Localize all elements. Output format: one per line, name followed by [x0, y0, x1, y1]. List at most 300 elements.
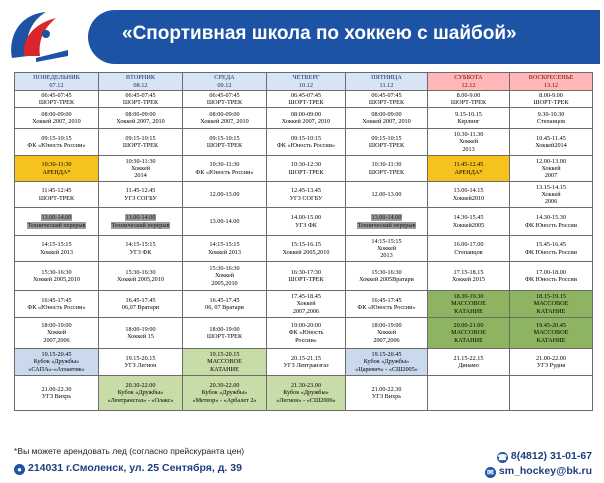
day-name: ПОНЕДЕЛЬНИК: [33, 74, 80, 82]
cell-line: 15:15-16.15: [290, 241, 322, 249]
schedule-cell: [99, 182, 183, 208]
day-header: [183, 73, 267, 91]
cell-line: 10:30-11:30: [371, 161, 402, 169]
cell-line: 8.00-9.00: [539, 91, 563, 99]
cell-line: 14.00-15.00: [291, 214, 321, 222]
schedule-cell: [267, 236, 346, 262]
cell-line: 12.00-13.00: [209, 190, 240, 198]
schedule-cell: [99, 291, 183, 318]
cell-line: Хоккей 2005,2010: [33, 276, 80, 283]
schedule-row: [15, 129, 593, 156]
schedule-cell: [428, 262, 510, 291]
cell-line: АРЕНДА*: [454, 168, 483, 176]
cell-line: Динамо: [458, 362, 479, 369]
cell-line: 14:15-15:15: [125, 241, 156, 249]
day-name: ВОСКРЕСЕНЬЕ: [528, 74, 574, 82]
schedule-cell: [183, 108, 267, 129]
cell-line: 06:45-07:45: [371, 91, 402, 99]
day-date: 07.12: [49, 81, 64, 89]
cell-line: Хоккей 2015: [451, 276, 485, 283]
cell-line: ШОРТ-ТРЕК: [288, 99, 324, 106]
cell-line: 20.30-22.00: [209, 382, 240, 390]
cell-line: УГЗ СОГБУ: [124, 194, 157, 202]
cell-line: Хоккей: [458, 138, 479, 146]
cell-line: 06:45-07:45: [125, 91, 156, 99]
cell-line: 2007,2006: [373, 336, 400, 344]
mail-icon: ✉: [485, 467, 496, 478]
cell-line: 20.30-22.00: [125, 382, 156, 390]
schedule-cell: [510, 182, 593, 208]
cell-line: Хоккей 2005Вратари: [359, 276, 414, 283]
schedule-cell: [510, 376, 593, 411]
cell-line: Степанцов: [536, 118, 566, 125]
cell-line: 19.45-20.45: [536, 322, 566, 330]
cell-line: 18:00-19:00: [371, 322, 402, 330]
schedule-cell: [15, 182, 99, 208]
cell-line: 16.45-17.45: [125, 296, 156, 304]
phone-icon: ☎: [497, 453, 508, 462]
cell-line: 06:45-07:45: [41, 91, 72, 99]
cell-line: Хоккей 2013: [39, 248, 73, 256]
cell-line: ФК «Юность России»: [357, 304, 416, 311]
cell-line: ШОРТ-ТРЕК: [368, 168, 405, 176]
cell-line: 21.00-22.30: [371, 385, 402, 393]
cell-line: Хоккей 2007, 2010: [32, 118, 81, 125]
schedule-cell: [428, 349, 510, 376]
cell-line: России»: [295, 336, 317, 344]
cell-line: 08:00-09:00: [41, 110, 72, 118]
schedule-cell: [510, 262, 593, 291]
cell-line: 21.15-22.15: [453, 354, 484, 362]
schedule-cell: [510, 129, 593, 156]
cell-line: МАССОВОЕ: [533, 329, 569, 337]
schedule-cell: [428, 182, 510, 208]
cell-line: УГЗ Рудня: [536, 362, 566, 369]
cell-line: 18:00-19:00: [41, 322, 72, 330]
schedule-cell: [15, 156, 99, 182]
cell-line: 06:45-07:45: [209, 91, 240, 99]
schedule-row: [15, 376, 593, 411]
cell-line: Хоккей 15: [127, 333, 154, 340]
cell-line: 10:30-11:30: [125, 157, 156, 165]
cell-line: Технический перерыв: [111, 221, 170, 229]
schedule-cell: [428, 129, 510, 156]
schedule-cell: [510, 236, 593, 262]
schedule-cell: [428, 91, 510, 108]
cell-line: ШОРТ-ТРЕК: [206, 142, 243, 149]
cell-line: Технический перерыв: [27, 221, 86, 229]
schedule-cell: [267, 318, 346, 349]
schedule-cell: [183, 182, 267, 208]
cell-line: АРЕНДА*: [42, 168, 71, 176]
address: [14, 462, 242, 475]
cell-line: Степанцов: [454, 248, 483, 256]
cell-line: 18:00-19:00: [125, 325, 156, 333]
schedule-cell: [346, 91, 428, 108]
day-name: СРЕДА: [214, 74, 235, 82]
cell-line: 10:30-11:30: [209, 161, 240, 169]
cell-line: Керлинг: [457, 118, 480, 125]
cell-line: ШОРТ-ТРЕК: [288, 276, 324, 283]
schedule-row: [15, 349, 593, 376]
schedule-cell: [267, 91, 346, 108]
cell-line: Хоккей: [376, 329, 397, 337]
page-title: «Спортивная школа по хоккею с шайбой»: [122, 23, 517, 44]
rental-note: *Вы можете арендовать лед (согласно прейскуранта цен): [14, 446, 245, 456]
schedule-cell: [510, 208, 593, 236]
cell-line: 06:45-07:45: [290, 91, 322, 99]
cell-line: 2013: [380, 252, 393, 260]
cell-line: УГЗ Вихрь: [371, 393, 402, 400]
cell-line: 14:15-15:15: [41, 241, 72, 249]
cell-line: 16:30-17:30: [290, 268, 322, 276]
cell-line: 10:30-12:30: [290, 161, 322, 169]
cell-line: 15:30-16:30: [371, 268, 402, 276]
cell-line: 06,07 Вратари: [121, 304, 160, 311]
cell-line: Хоккей 2007, 2010: [362, 118, 411, 125]
schedule-cell: [99, 156, 183, 182]
cell-line: 16.00-17.00: [453, 241, 484, 249]
location-pin-icon: ●: [14, 464, 25, 475]
cell-line: 08:00-09:00: [209, 110, 240, 118]
cell-line: 20.15-21.15: [291, 354, 321, 362]
cell-line: Хоккей 2007, 2010: [200, 118, 249, 125]
cell-line: 14:15-15:15: [209, 241, 240, 249]
cell-line: 19:00-20:00: [290, 322, 322, 330]
cell-line: 08:00-09:00: [125, 110, 156, 118]
schedule-cell: [510, 349, 593, 376]
cell-line: 16:45-17:45: [41, 296, 72, 304]
day-date: 11.12: [379, 81, 394, 89]
cell-line: 21.00-22.00: [536, 354, 566, 362]
cell-line: МАССОВОЕ: [451, 329, 486, 337]
cell-line: 11:45-12:45: [41, 187, 72, 195]
day-header: [346, 73, 428, 91]
schedule-cell: [15, 208, 99, 236]
cell-line: 19.15-20.45: [41, 351, 72, 359]
cell-line: 14.30-15.30: [536, 214, 566, 222]
cell-line: 2013: [462, 145, 475, 153]
cell-line: 16:45-17:45: [371, 296, 402, 304]
cell-line: Хоккей2010: [452, 194, 485, 202]
schedule-cell: [510, 91, 593, 108]
cell-line: КАТАНИЕ: [536, 336, 566, 344]
cell-line: МАССОВОЕ: [451, 300, 486, 308]
cell-line: 17.15-18.15: [453, 268, 484, 276]
schedule-cell: [267, 349, 346, 376]
cell-line: 18.30-19.30: [453, 293, 484, 301]
day-header: [267, 73, 346, 91]
schedule-cell: [183, 262, 267, 291]
cell-line: 14:15-15:15: [371, 237, 402, 245]
schedule-cell: [183, 208, 267, 236]
cell-line: 2005,2010: [211, 279, 238, 287]
cell-line: 13.00-14.00: [125, 214, 156, 222]
cell-line: ШОРТ-ТРЕК: [206, 333, 243, 340]
cell-line: УГЗ СОГБУ: [289, 194, 323, 202]
cell-line: 19.15-20.15: [125, 354, 156, 362]
cell-line: ФК «Юность России»: [27, 304, 86, 311]
phone-text: 8(4812) 31-01-67: [510, 450, 592, 462]
cell-line: Хоккей 2005,2010: [282, 248, 330, 256]
cell-line: 17.00-18.00: [536, 268, 566, 276]
day-name: ПЯТНИЦА: [371, 74, 402, 82]
schedule-cell: [99, 349, 183, 376]
cell-line: 10:30-11:30: [41, 161, 72, 169]
cell-line: «Метеор» - «Арбалет 2»: [192, 396, 257, 404]
schedule-cell: [267, 291, 346, 318]
schedule-cell: [99, 376, 183, 411]
schedule-cell: [99, 129, 183, 156]
cell-line: Хоккей 2007, 2010: [281, 118, 331, 125]
cell-line: Хоккей: [541, 190, 561, 198]
schedule-cell: [15, 291, 99, 318]
schedule-cell: [183, 236, 267, 262]
cell-line: ФК Юность России: [525, 221, 577, 229]
cell-line: Хоккей2014: [535, 142, 567, 149]
schedule-cell: [346, 129, 428, 156]
schedule-cell: [267, 262, 346, 291]
schedule-row: [15, 291, 593, 318]
schedule-cell: [346, 182, 428, 208]
schedule-cell: [15, 129, 99, 156]
email[interactable]: [485, 465, 592, 478]
cell-line: 14.30-15.45: [453, 214, 484, 222]
schedule-cell: [183, 129, 267, 156]
schedule-cell: [99, 318, 183, 349]
cell-line: 2007,2006: [43, 336, 70, 344]
cell-line: 06, 07 Вратари: [205, 304, 244, 311]
email-text: sm_hockey@bk.ru: [498, 465, 592, 477]
schedule-cell: [428, 291, 510, 318]
schedule-cell: [267, 208, 346, 236]
cell-line: 11.45-12.45: [453, 161, 484, 169]
schedule-row: [15, 91, 593, 108]
schedule-cell: [346, 376, 428, 411]
schedule-cell: [346, 156, 428, 182]
cell-line: 2006: [544, 198, 558, 206]
cell-line: ФК «Юность России»: [195, 168, 254, 176]
cell-line: Кубок «Дружбы»: [33, 358, 80, 366]
schedule-cell: [15, 108, 99, 129]
cell-line: 15.45-16.45: [536, 241, 566, 249]
cell-line: ШОРТ-ТРЕК: [122, 99, 159, 106]
cell-line: Хоккей: [130, 164, 151, 172]
schedule-cell: [15, 262, 99, 291]
schedule-cell: [510, 156, 593, 182]
cell-line: 9.15-10.15: [455, 110, 482, 118]
cell-line: МАССОВОЕ: [533, 300, 569, 308]
schedule-cell: [183, 291, 267, 318]
schedule-cell: [183, 318, 267, 349]
cell-line: 15:30-16:30: [209, 265, 240, 273]
cell-line: Хоккей 2005,2010: [117, 276, 164, 283]
cell-line: 13.00-14.00: [41, 214, 72, 222]
cell-line: 2014: [134, 172, 147, 180]
cell-line: 09:15-10:15: [125, 134, 156, 142]
cell-line: 10.30-11.30: [453, 131, 484, 139]
cell-line: 13.00-14.00: [371, 214, 402, 222]
cell-line: 18:00-19:00: [209, 325, 240, 333]
cell-line: Хоккей 2013: [207, 248, 241, 256]
day-date: 13.12: [543, 81, 559, 89]
schedule-cell: [99, 208, 183, 236]
cell-line: 15:30-16:30: [41, 268, 72, 276]
schedule-cell: [15, 236, 99, 262]
schedule-cell: [99, 262, 183, 291]
schedule-cell: [15, 91, 99, 108]
day-header: [510, 73, 593, 91]
cell-line: 19.15-20.45: [371, 351, 402, 359]
cell-line: Хоккей 2007, 2010: [116, 118, 165, 125]
cell-line: «Лентрансгаз» - «Олакс»: [107, 396, 174, 404]
cell-line: ФК «Юность России»: [27, 142, 86, 149]
cell-line: Хоккей: [214, 272, 235, 280]
schedule-cell: [15, 318, 99, 349]
cell-line: ШОРТ-ТРЕК: [450, 99, 487, 106]
cell-line: КАТАНИЕ: [210, 365, 239, 373]
hockey-school-logo-icon: [6, 6, 76, 66]
cell-line: Кубок «Дружбы»: [283, 389, 329, 397]
schedule-cell: [428, 208, 510, 236]
schedule-cell: [99, 108, 183, 129]
schedule-cell: [183, 156, 267, 182]
cell-line: ШОРТ-ТРЕК: [533, 99, 569, 106]
cell-line: Кубок «Дружбы»: [201, 389, 248, 397]
cell-line: 19.15-20.15: [209, 351, 240, 359]
schedule-header-row: [15, 73, 593, 91]
cell-line: ФК Юность России: [525, 276, 577, 283]
cell-line: Кубок «Дружбы»: [117, 389, 164, 397]
schedule-row: [15, 262, 593, 291]
schedule-cell: [428, 156, 510, 182]
schedule-row: [15, 318, 593, 349]
cell-line: ФК Юность России: [525, 248, 577, 256]
cell-line: 09:15-10:15: [371, 134, 402, 142]
schedule-cell: [15, 376, 99, 411]
cell-line: ШОРТ-ТРЕК: [288, 168, 324, 176]
cell-line: 12.45-13.45: [291, 187, 321, 195]
schedule-cell: [510, 318, 593, 349]
cell-line: УГЗ ФК: [129, 248, 152, 256]
schedule-row: [15, 236, 593, 262]
cell-line: МАССОВОЕ: [207, 358, 242, 366]
schedule-cell: [510, 108, 593, 129]
cell-line: Хоккей: [296, 300, 316, 308]
cell-line: 08:00-09:00: [371, 110, 402, 118]
schedule-cell: [183, 349, 267, 376]
cell-line: КАТАНИЕ: [454, 336, 483, 344]
cell-line: УГЗ Лентранзгаз: [283, 362, 329, 369]
schedule-cell: [346, 108, 428, 129]
cell-line: ШОРТ-ТРЕК: [368, 99, 405, 106]
cell-line: 13.00-14.15: [453, 187, 484, 195]
day-date: 12.12: [461, 81, 476, 89]
cell-line: 21.00-22.30: [41, 385, 72, 393]
schedule-cell: [267, 129, 346, 156]
cell-line: 20.00-21.00: [453, 322, 484, 330]
cell-line: 09:15-10:15: [209, 134, 240, 142]
header: [0, 0, 604, 70]
schedule-row: [15, 182, 593, 208]
day-name: СУББОТА: [454, 74, 483, 82]
cell-line: 12.00-13.00: [536, 157, 566, 165]
cell-line: 13.00-14.00: [209, 217, 240, 225]
schedule-cell: [346, 208, 428, 236]
cell-line: 09:15-10:15: [41, 134, 72, 142]
schedule-cell: [428, 376, 510, 411]
schedule-cell: [346, 262, 428, 291]
cell-line: 15:30-16:30: [125, 268, 156, 276]
day-date: 09.12: [217, 81, 232, 89]
cell-line: 08:00-09:00: [290, 110, 322, 118]
schedule-cell: [99, 236, 183, 262]
schedule-cell: [267, 156, 346, 182]
cell-line: Хоккей: [46, 329, 67, 337]
cell-line: «Царевич» - «СШ2005»: [355, 365, 418, 373]
schedule-table: [14, 72, 593, 411]
day-date: 10.12: [298, 81, 314, 89]
cell-line: УГЗ Легион: [124, 362, 157, 369]
address-text: 214031 г.Смоленск, ул. 25 Сентября, д. 39: [28, 462, 242, 474]
schedule-cell: [510, 291, 593, 318]
schedule-row: [15, 156, 593, 182]
day-header: [15, 73, 99, 91]
day-date: 08.12: [133, 81, 148, 89]
cell-line: Хоккей: [376, 244, 397, 252]
schedule-cell: [15, 349, 99, 376]
cell-line: 10.45-11.45: [536, 134, 566, 142]
cell-line: 21.30-23.00: [291, 382, 321, 390]
cell-line: «САПА»-«Атлантик»: [28, 365, 85, 373]
cell-line: Технический перерыв: [357, 221, 416, 229]
schedule-cell: [346, 349, 428, 376]
cell-line: 2007: [544, 172, 558, 180]
cell-line: 18.15-19.15: [536, 293, 566, 301]
cell-line: ШОРТ-ТРЕК: [38, 99, 75, 106]
schedule-cell: [428, 318, 510, 349]
cell-line: 9.30-10.30: [537, 110, 565, 118]
schedule-cell: [267, 376, 346, 411]
cell-line: 11.45-12.45: [125, 187, 156, 195]
cell-line: ШОРТ-ТРЕК: [206, 99, 243, 106]
phone[interactable]: [497, 450, 592, 463]
schedule-cell: [346, 236, 428, 262]
cell-line: 12.00-13.00: [371, 190, 402, 198]
schedule-cell: [428, 236, 510, 262]
schedule-cell: [267, 108, 346, 129]
cell-line: 8.00-9.00: [456, 91, 481, 99]
day-header: [99, 73, 183, 91]
cell-line: 2007,2006: [292, 307, 320, 315]
cell-line: 17.45-18.45: [291, 293, 321, 301]
cell-line: Хоккей2005: [452, 221, 485, 229]
cell-line: УГЗ Вихрь: [41, 393, 72, 400]
schedule-row: [15, 108, 593, 129]
cell-line: 09:15-10:15: [290, 134, 322, 142]
cell-line: ФК «Юность России»: [276, 142, 336, 149]
cell-line: ШОРТ-ТРЕК: [122, 142, 159, 149]
schedule-cell: [346, 291, 428, 318]
cell-line: КАТАНИЕ: [454, 307, 483, 315]
schedule-cell: [267, 182, 346, 208]
schedule-cell: [428, 108, 510, 129]
schedule-cell: [99, 91, 183, 108]
cell-line: «Легион» - «СШ2006»: [276, 396, 336, 404]
schedule-cell: [346, 318, 428, 349]
cell-line: ШОРТ-ТРЕК: [368, 142, 405, 149]
day-header: [428, 73, 510, 91]
